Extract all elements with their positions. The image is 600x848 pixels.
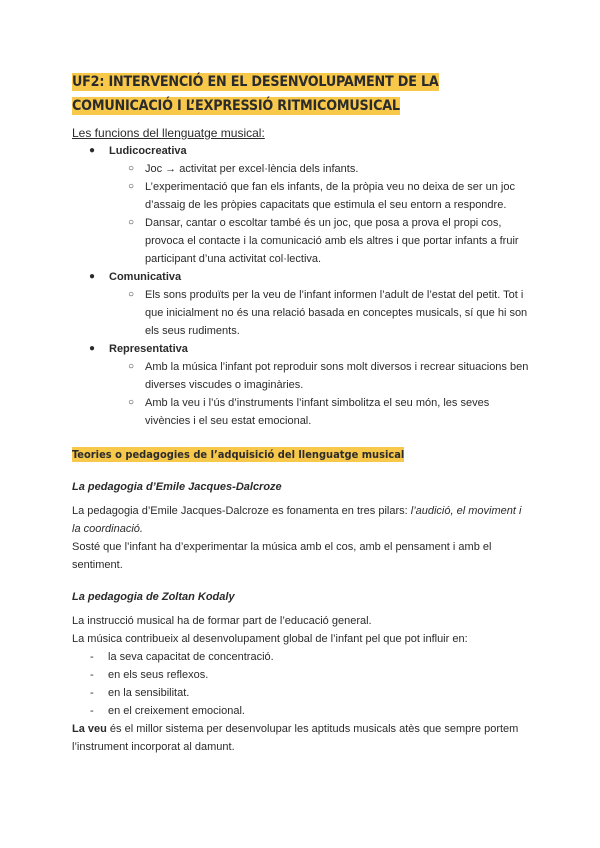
sub-item: ○ Amb la música l’infant pot reproduir sons molt diversos i recrear situacions ben diverses viscudes o imaginàries. — [109, 358, 532, 394]
bullet-icon: ● — [89, 343, 96, 354]
sub-item: ○ Joc → activitat per excel·lència dels infants. — [109, 160, 532, 178]
list-item: - en la sensibilitat. — [72, 684, 532, 702]
sub-item: ○ Els sons produïts per la veu de l’infant informen l’adult de l’estat del petit. Tot i que inicialment no és una relació basada en conceptes musicals, sí que hi son els seus rudiments. — [109, 286, 532, 340]
list-item: - en els seus reflexos. — [72, 666, 532, 684]
theories-heading: Teories o pedagogies de l’adquisició del llenguatge musical — [72, 448, 405, 461]
function-label: Ludicocreativa — [109, 145, 187, 157]
circle-bullet-icon: ○ — [128, 181, 135, 192]
dash-bullet-icon: - — [90, 669, 94, 681]
dalcroze-heading: La pedagogia d’Emile Jacques-Dalcroze — [72, 481, 282, 493]
dash-bullet-icon: - — [90, 687, 94, 699]
kodaly-heading: La pedagogia de Zoltan Kodaly — [72, 591, 235, 603]
circle-bullet-icon: ○ — [128, 289, 135, 300]
function-label: Comunicativa — [109, 271, 182, 283]
list-item: - la seva capacitat de concentració. — [72, 648, 532, 666]
circle-bullet-icon: ○ — [128, 163, 135, 174]
functions-list — [72, 142, 532, 430]
kodaly-paragraph-3: La veu és el millor sistema per desenvolupar les aptituds musicals atès que sempre portem l’instrument incorporat al damunt. — [72, 723, 519, 753]
function-item — [72, 142, 532, 268]
sub-item: ○ L’experimentació que fan els infants, de la pròpia veu no deixa de ser un joc d’assaig de les pròpies capacitats que estimula el seu entorn a respondre. — [109, 178, 532, 214]
circle-bullet-icon: ○ — [128, 217, 135, 228]
dalcroze-paragraph-2: Sosté que l’infant ha d’experimentar la música amb el cos, amb el pensament i amb el sentiment. — [72, 541, 492, 571]
function-item — [72, 268, 532, 340]
sub-item: ○ Dansar, cantar o escoltar també és un joc, que posa a prova el propi cos, provoca el contacte i la comunicació amb els altres i que portar infants a fruir participant d’una activitat col·lectiva. — [109, 214, 532, 268]
function-label: Representativa — [109, 343, 188, 355]
bullet-icon: ● — [89, 271, 96, 282]
kodaly-paragraph-2: La música contribueix al desenvolupament global de l’infant pel que pot influir en: — [72, 633, 468, 645]
dash-bullet-icon: - — [90, 705, 94, 717]
list-item: - en el creixement emocional. — [72, 702, 532, 720]
functions-heading: Les funcions del llenguatge musical: — [72, 126, 265, 140]
function-item — [72, 340, 532, 430]
sub-item: ○ Amb la veu i l’ús d’instruments l’infant simbolitza el seu món, les seves vivències i el seu estat emocional. — [109, 394, 532, 430]
kodaly-paragraph-1: La instrucció musical ha de formar part de l’educació general. — [72, 615, 372, 627]
document-title: UF2: INTERVENCIÓ EN EL DESENVOLUPAMENT DE LA COMUNICACIÓ I L’EXPRESSIÓ RITMICOMUSICAL — [72, 74, 439, 114]
bullet-icon: ● — [89, 145, 96, 156]
dalcroze-paragraph: La pedagogia d’Emile Jacques-Dalcroze es fonamenta en tres pilars: l’audició, el moviment i la coordinació. — [72, 505, 522, 535]
document-page — [72, 70, 532, 756]
circle-bullet-icon: ○ — [128, 397, 135, 408]
dash-bullet-icon: - — [90, 651, 94, 663]
circle-bullet-icon: ○ — [128, 361, 135, 372]
kodaly-list — [72, 648, 532, 720]
